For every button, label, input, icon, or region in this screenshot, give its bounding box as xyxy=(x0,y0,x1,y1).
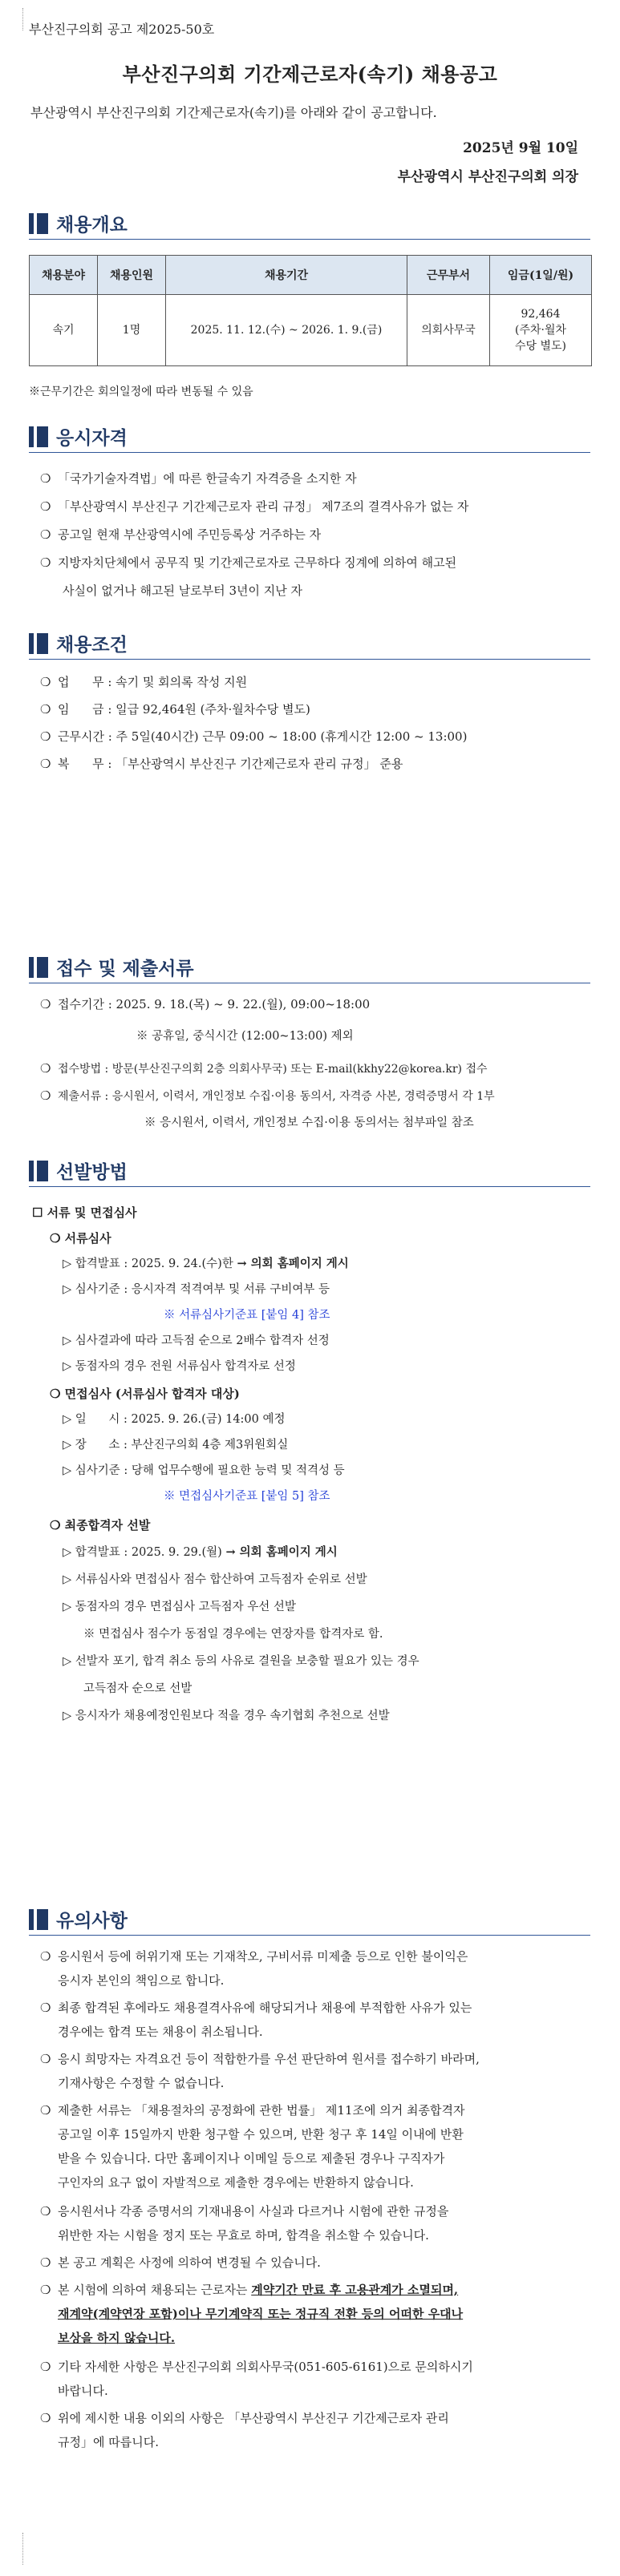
triangle-bullet-icon: ▷ xyxy=(63,1439,75,1452)
section-divider xyxy=(29,983,590,984)
circle-bullet-icon: ❍ xyxy=(40,555,51,570)
section-divider xyxy=(29,1186,590,1188)
table-header-row xyxy=(30,256,592,295)
selection-heading: ☐ 서류 및 면접심사 xyxy=(32,1205,137,1220)
heading-bar-icon xyxy=(37,957,48,978)
triangle-bullet-icon: ▷ xyxy=(63,1546,75,1559)
list-note: ※ 응시원서, 이력서, 개인정보 수집·이용 동의서는 첨부파일 참조 xyxy=(144,1116,474,1129)
section-heading-application: 접수 및 제출서류 xyxy=(29,954,194,980)
table-header: 채용분야 xyxy=(30,256,98,295)
list-item: ❍ 위에 제시한 내용 이외의 사항은 「부산광역시 부산진구 기간제근로자 관리 규정」에 따릅니다. xyxy=(40,2406,594,2454)
circle-bullet-icon: ❍ xyxy=(40,2360,51,2374)
heading-bar-icon xyxy=(29,1161,34,1181)
cell-period: 2025. 11. 12.(수) ~ 2026. 1. 9.(금) xyxy=(166,295,407,366)
circle-bullet-icon: ❍ xyxy=(40,2103,51,2118)
cell-count: 1명 xyxy=(98,295,166,366)
list-item: ❍ 「국가기술자격법」에 따른 한글속기 자격증을 소지한 자 xyxy=(40,466,594,491)
list-item: ❍ 기타 자세한 사항은 부산진구의회 의회사무국(051-605-6161)으로 문의하시기 바랍니다. xyxy=(40,2355,594,2403)
list-note: ※ 서류심사기준표 [붙임 4] 참조 xyxy=(164,1309,330,1322)
circle-bullet-icon: ❍ xyxy=(40,527,51,542)
circle-bullet-icon: ❍ xyxy=(40,2052,51,2066)
list-item: ▷ 동점자의 경우 전원 서류심사 합격자로 선정 xyxy=(63,1360,296,1373)
list-item: ❍ 복 무 : 「부산광역시 부산진구 기간제근로자 관리 규정」 준용 xyxy=(40,752,594,777)
square-bullet-icon: ☐ xyxy=(32,1205,47,1220)
table-header: 임금(1일/원) xyxy=(490,256,592,295)
list-note: ※ 공휴일, 중식시간 (12:00~13:00) 제외 xyxy=(136,1030,354,1043)
list-item: ❍ 지방자치단체에서 공무직 및 기간제근로자로 근무하다 징계에 의하여 해고된 xyxy=(40,551,594,575)
section-heading-qualification: 응시자격 xyxy=(29,423,128,450)
heading-bar-icon xyxy=(29,633,34,654)
section-heading-conditions: 채용조건 xyxy=(29,630,128,656)
heading-bar-icon xyxy=(29,213,34,234)
circle-bullet-icon: ❍ xyxy=(40,2001,51,2015)
circle-bullet-icon: ❍ xyxy=(50,1387,65,1401)
list-item: ❍ 임 금 : 일급 92,464원 (주차·월차수당 별도) xyxy=(40,697,594,722)
list-item: ❍ 제출서류 : 응시원서, 이력서, 개인정보 수집·이용 동의서, 자격증 사본, 경력증명서 각 1부 xyxy=(40,1084,594,1109)
list-item-continuation: 고득점자 순으로 선발 xyxy=(83,1682,192,1695)
list-item: ❍ 본 시험에 의하여 채용되는 근로자는 계약기간 만료 후 고용관계가 소멸되며, 재계약(계약연장 포함)이나 무기계약직 또는 정규직 전환 등의 어떠한 우대나 보상을 하지 않습니다. xyxy=(40,2278,594,2350)
list-item: ▷ 심사기준 : 응시자격 적격여부 및 서류 구비여부 등 xyxy=(63,1283,330,1296)
list-item: ❍ 제출한 서류는 「채용절차의 공정화에 관한 법률」 제11조에 의거 최종합격자 공고일 이후 15일까지 반환 청구할 수 있으며, 반환 청구 후 14일 이내에 반환 받을 수 있습니다. 다만 홈페이지나 이메일 등으로 제출된 경우나 구직자가 구인자의 요구 없이 자발적으로 제출한 경우에는 반환하지 않습니다. xyxy=(40,2098,594,2194)
heading-bar-icon xyxy=(29,426,34,447)
triangle-bullet-icon: ▷ xyxy=(63,1601,75,1613)
page-frame-mark xyxy=(22,2533,25,2565)
list-item: ❍ 응시원서 등에 허위기재 또는 기재착오, 구비서류 미제출 등으로 인한 불이익은 응시자 본인의 책임으로 합니다. xyxy=(40,1944,594,1993)
list-item: ▷ 선발자 포기, 합격 취소 등의 사유로 결원을 보충할 필요가 있는 경우 xyxy=(63,1655,419,1668)
triangle-bullet-icon: ▷ xyxy=(63,1413,75,1426)
list-item: ❍ 응시 희망자는 자격요건 등이 적합한가를 우선 판단하여 원서를 접수하기 바라며, 기재사항은 수정할 수 없습니다. xyxy=(40,2047,594,2095)
circle-bullet-icon: ❍ xyxy=(40,471,51,486)
triangle-bullet-icon: ▷ xyxy=(63,1710,75,1722)
section-divider xyxy=(29,1935,590,1936)
section-heading-selection: 선발방법 xyxy=(29,1157,128,1184)
circle-bullet-icon: ❍ xyxy=(40,675,51,689)
circle-bullet-icon: ❍ xyxy=(50,1231,65,1246)
doc-review-title: ❍ 서류심사 xyxy=(50,1231,111,1246)
list-item: ❍ 근무시간 : 주 5일(40시간) 근무 09:00 ~ 18:00 (휴게시간 12:00 ~ 13:00) xyxy=(40,725,594,749)
section-heading-overview: 채용개요 xyxy=(29,210,128,236)
list-item: ❍ 업 무 : 속기 및 회의록 작성 지원 xyxy=(40,670,594,695)
heading-bar-icon xyxy=(37,1161,48,1181)
heading-bar-icon xyxy=(37,1909,48,1930)
circle-bullet-icon: ❍ xyxy=(40,499,51,514)
recruit-table xyxy=(29,255,592,366)
page-frame-mark xyxy=(22,8,25,30)
list-item-continuation: 사실이 없거나 해고된 날로부터 3년이 지난 자 xyxy=(63,583,302,598)
triangle-bullet-icon: ▷ xyxy=(63,1573,75,1586)
circle-bullet-icon: ❍ xyxy=(40,2411,51,2425)
notice-date: 2025년 9월 10일 xyxy=(463,140,578,156)
circle-bullet-icon: ❍ xyxy=(40,729,51,744)
section-divider xyxy=(29,239,590,240)
triangle-bullet-icon: ▷ xyxy=(63,1464,75,1477)
table-header: 근무부서 xyxy=(407,256,490,295)
circle-bullet-icon: ❍ xyxy=(40,1061,51,1076)
list-item: ❍ 공고일 현재 부산광역시에 주민등록상 거주하는 자 xyxy=(40,523,594,547)
list-item: ▷ 일 시 : 2025. 9. 26.(금) 14:00 예정 xyxy=(63,1413,286,1426)
list-item: ▷ 합격발표 : 2025. 9. 24.(수)한 → 의회 홈페이지 게시 xyxy=(63,1257,349,1270)
heading-bar-icon xyxy=(37,426,48,447)
list-item: ❍ 접수방법 : 방문(부산진구의회 2층 의회사무국) 또는 E-mail(kkhy22@korea.kr) 접수 xyxy=(40,1056,594,1082)
list-item: ▷ 응시자가 채용예정인원보다 적을 경우 속기협회 추천으로 선발 xyxy=(63,1710,390,1722)
triangle-bullet-icon: ▷ xyxy=(63,1655,75,1668)
issuer: 부산광역시 부산진구의회 의장 xyxy=(397,169,578,185)
section-heading-notes: 유의사항 xyxy=(29,1906,128,1932)
list-note: ※ 면접심사기준표 [붙임 5] 참조 xyxy=(164,1490,330,1503)
circle-bullet-icon: ❍ xyxy=(40,1088,51,1103)
triangle-bullet-icon: ▷ xyxy=(63,1334,75,1347)
notice-number: 부산진구의회 공고 제2025-50호 xyxy=(29,22,215,37)
cell-wage: 92,464 (주차·월차 수당 별도) xyxy=(490,295,592,366)
circle-bullet-icon: ❍ xyxy=(40,757,51,771)
table-row xyxy=(30,295,592,366)
circle-bullet-icon: ❍ xyxy=(40,1949,51,1964)
heading-bar-icon xyxy=(37,213,48,234)
list-item: ❍ 본 공고 계획은 사정에 의하여 변경될 수 있습니다. xyxy=(40,2251,594,2275)
page-title: 부산진구의회 기간제근로자(속기) 채용공고 xyxy=(122,63,498,86)
heading-bar-icon xyxy=(37,633,48,654)
table-header: 채용기간 xyxy=(166,256,407,295)
heading-bar-icon xyxy=(29,1909,34,1930)
list-item: ▷ 장 소 : 부산진구의회 4층 제3위원회실 xyxy=(63,1439,289,1452)
section-divider xyxy=(29,452,590,454)
list-item: ❍ 「부산광역시 부산진구 기간제근로자 관리 규정」 제7조의 결격사유가 없는 자 xyxy=(40,495,594,519)
triangle-bullet-icon: ▷ xyxy=(63,1258,75,1270)
heading-bar-icon xyxy=(29,957,34,978)
cell-field: 속기 xyxy=(30,295,98,366)
table-header: 채용인원 xyxy=(98,256,166,295)
list-item: ▷ 심사결과에 따라 고득점 순으로 2배수 합격자 선정 xyxy=(63,1334,330,1347)
triangle-bullet-icon: ▷ xyxy=(63,1283,75,1296)
intro-text: 부산광역시 부산진구의회 기간제근로자(속기)를 아래와 같이 공고합니다. xyxy=(30,105,437,120)
circle-bullet-icon: ❍ xyxy=(40,2255,51,2270)
list-item: ❍ 응시원서나 각종 증명서의 기재내용이 사실과 다르거나 시험에 관한 규정을 위반한 자는 시험을 정지 또는 무효로 하며, 합격을 취소할 수 있습니다. xyxy=(40,2199,594,2247)
list-item: ▷ 심사기준 : 당해 업무수행에 필요한 능력 및 적격성 등 xyxy=(63,1464,345,1477)
list-item: ❍ 최종 합격된 후에라도 채용결격사유에 해당되거나 채용에 부적합한 사유가 있는 경우에는 합격 또는 채용이 취소됩니다. xyxy=(40,1996,594,2044)
circle-bullet-icon: ❍ xyxy=(40,2204,51,2219)
list-item: ❍ 접수기간 : 2025. 9. 18.(목) ~ 9. 22.(월), 09:00~18:00 xyxy=(40,992,594,1017)
circle-bullet-icon: ❍ xyxy=(50,1518,65,1532)
interview-title: ❍ 면접심사 (서류심사 합격자 대상) xyxy=(50,1387,240,1401)
triangle-bullet-icon: ▷ xyxy=(63,1360,75,1373)
list-item: ▷ 합격발표 : 2025. 9. 29.(월) → 의회 홈페이지 게시 xyxy=(63,1545,338,1559)
circle-bullet-icon: ❍ xyxy=(40,2283,51,2297)
final-title: ❍ 최종합격자 선발 xyxy=(50,1518,151,1532)
list-note: ※ 면접심사 점수가 동점일 경우에는 연장자를 합격자로 함. xyxy=(83,1628,383,1641)
section-divider xyxy=(29,659,590,660)
list-item: ▷ 서류심사와 면접심사 점수 합산하여 고득점자 순위로 선발 xyxy=(63,1573,367,1586)
cell-dept: 의회사무국 xyxy=(407,295,490,366)
table-note: ※근무기간은 회의일정에 따라 변동될 수 있음 xyxy=(29,386,253,398)
circle-bullet-icon: ❍ xyxy=(40,997,51,1011)
list-item: ▷ 동점자의 경우 면접심사 고득점자 우선 선발 xyxy=(63,1601,296,1613)
circle-bullet-icon: ❍ xyxy=(40,702,51,717)
